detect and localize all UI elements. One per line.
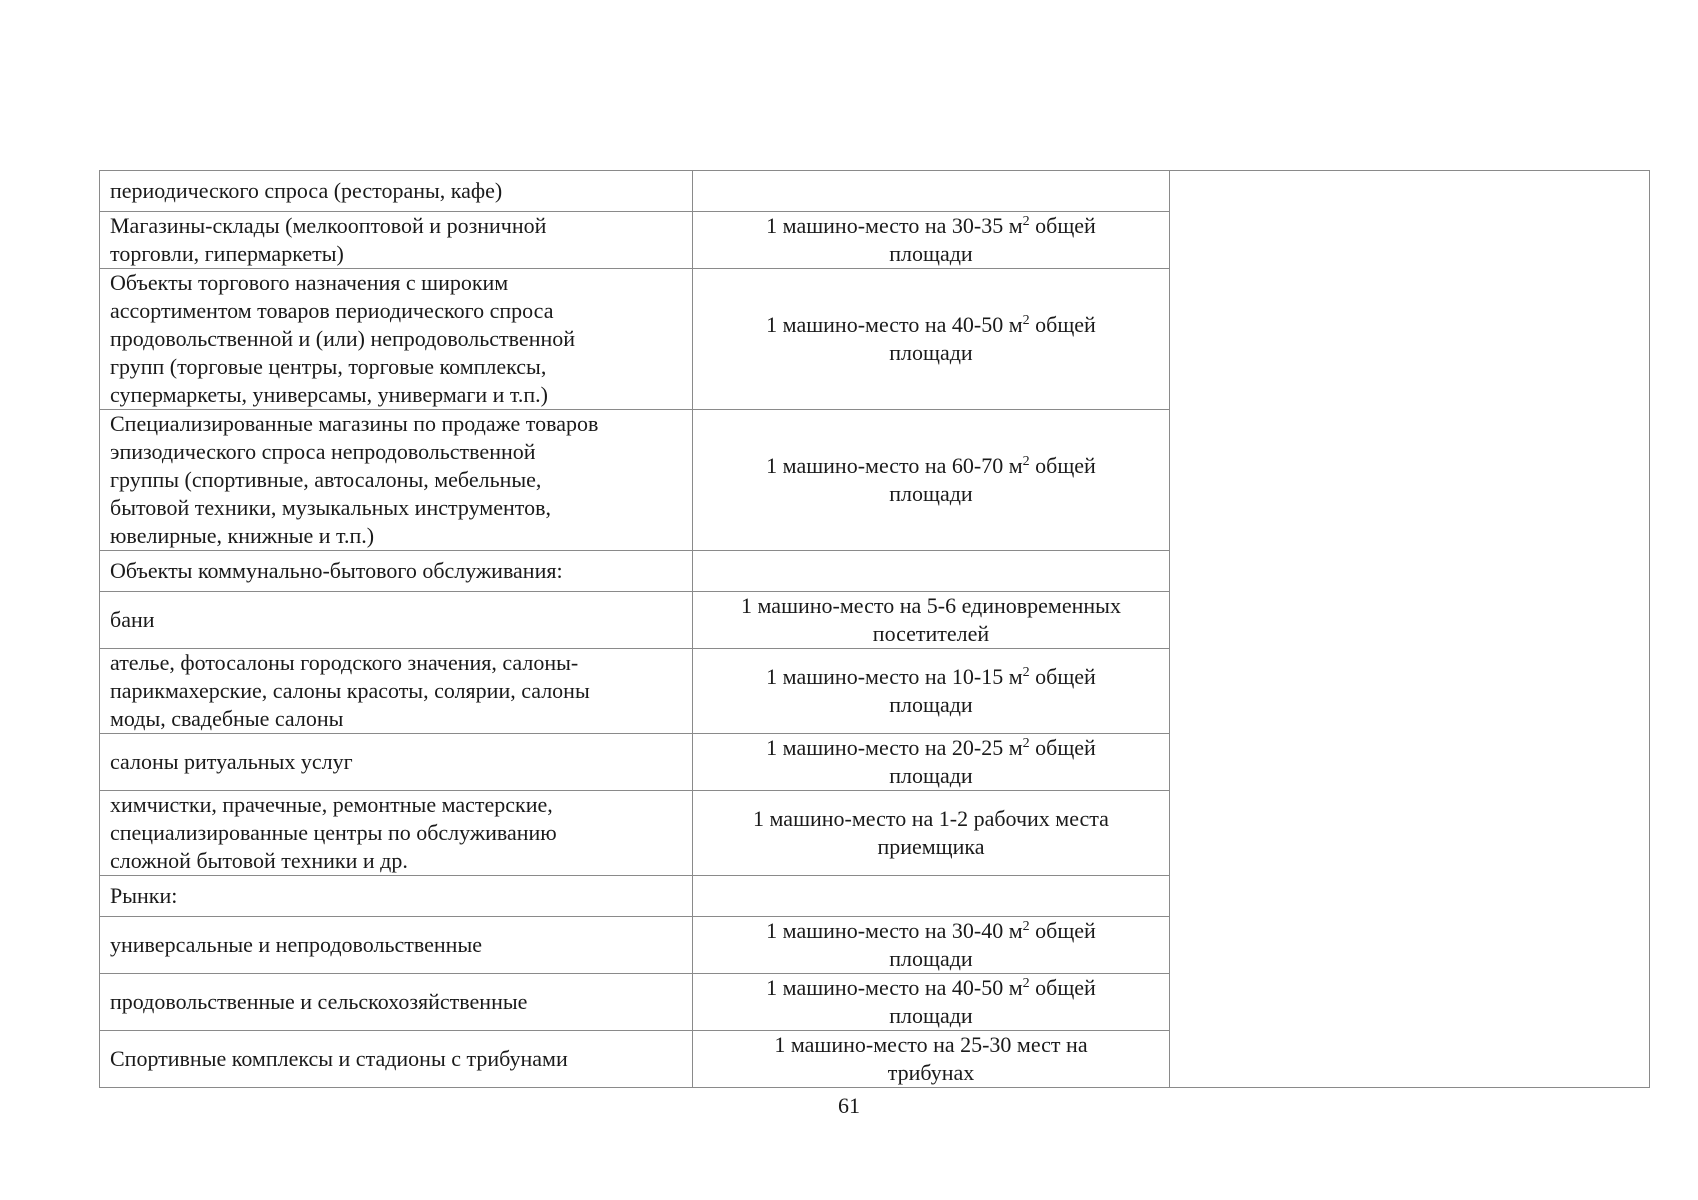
square-meter-superscript: 2 [1022,454,1030,469]
square-meter-superscript: 2 [1022,736,1030,751]
parking-norm-cell [693,551,1170,592]
object-type-text: Спортивные комплексы и стадионы с трибунами [110,1046,568,1071]
parking-norm-cell [693,649,1170,734]
parking-norm-cell [693,410,1170,551]
object-type-text: Объекты коммунально-бытового обслуживания: [110,558,563,583]
object-type-cell [100,917,693,974]
object-type-text: Рынки: [110,883,178,908]
norm-prefix: 1 машино-место на 10-15 м [766,664,1023,689]
object-type-cell [100,1031,693,1088]
square-meter-superscript: 2 [1022,665,1030,680]
norm-suffix: общей площади [889,975,1096,1028]
object-type-cell [100,171,693,212]
norm-prefix: 1 машино-место на 40-50 м [766,975,1023,1000]
parking-norm-cell [693,917,1170,974]
square-meter-superscript: 2 [1022,919,1030,934]
parking-norm-cell [693,734,1170,791]
object-type-cell [100,410,693,551]
notes-column-cell [1170,171,1650,1088]
norm-suffix: общей площади [889,664,1096,717]
norm-prefix: 1 машино-место на 30-40 м [766,918,1023,943]
norm-suffix: общей площади [889,918,1096,971]
object-type-text: продовольственные и сельскохозяйственные [110,989,528,1014]
object-type-text: химчистки, прачечные, ремонтные мастерские, специализированные центры по обслуживанию сложной бытовой техники и др. [110,792,557,873]
square-meter-superscript: 2 [1022,214,1030,229]
object-type-cell [100,269,693,410]
parking-norm-cell [693,269,1170,410]
object-type-cell [100,551,693,592]
object-type-text: Магазины-склады (мелкооптовой и розничной торговли, гипермаркеты) [110,213,547,266]
object-type-text: ателье, фотосалоны городского значения, салоны- парикмахерские, салоны красоты, солярии, салоны моды, свадебные салоны [110,650,590,731]
norm-prefix: 1 машино-место на 20-25 м [766,735,1023,760]
parking-norm-text [766,213,1096,266]
square-meter-superscript: 2 [1022,313,1030,328]
object-type-cell [100,734,693,791]
parking-norm-text [766,664,1096,717]
parking-norm-text [766,312,1096,365]
object-type-text: Специализированные магазины по продаже товаров эпизодического спроса непродовольственной группы (спортивные, автосалоны, мебельные, бытовой техники, музыкальных инструментов, ювелирные, книжные и т.п.) [110,411,599,548]
object-type-cell [100,791,693,876]
norm-prefix: 1 машино-место на 30-35 м [766,213,1023,238]
parking-norm-text: 1 машино-место на 1-2 рабочих места приемщика [753,806,1109,859]
object-type-text: Объекты торгового назначения с широким ассортиментом товаров периодического спроса продовольственной и (или) непродовольственной групп (торговые центры, торговые комплексы, супермаркеты, универсамы, универмаги и т.п.) [110,270,576,407]
norm-suffix: общей площади [889,312,1096,365]
norm-suffix: общей площади [889,735,1096,788]
object-type-text: универсальные и непродовольственные [110,932,482,957]
parking-norm-cell [693,974,1170,1031]
norm-suffix: общей площади [889,453,1096,506]
table-body [100,171,1650,1088]
parking-norm-text [766,918,1096,971]
object-type-text: бани [110,607,155,632]
parking-norm-text: 1 машино-место на 25-30 мест на трибунах [774,1032,1088,1085]
parking-norm-cell [693,171,1170,212]
norm-suffix: общей площади [889,213,1096,266]
object-type-cell [100,592,693,649]
parking-norm-cell [693,592,1170,649]
square-meter-superscript: 2 [1022,976,1030,991]
object-type-text: салоны ритуальных услуг [110,749,353,774]
object-type-cell [100,876,693,917]
parking-norm-text [766,453,1096,506]
parking-norm-text [766,975,1096,1028]
object-type-cell [100,649,693,734]
parking-norm-text [766,735,1096,788]
object-type-text: периодического спроса (рестораны, кафе) [110,178,503,203]
table-row [100,171,1650,212]
parking-norm-text: 1 машино-место на 5-6 единовременных посетителей [741,593,1121,646]
norm-prefix: 1 машино-место на 60-70 м [766,453,1023,478]
parking-norm-cell [693,1031,1170,1088]
parking-norms-table [99,170,1650,1088]
parking-norm-cell [693,212,1170,269]
norm-prefix: 1 машино-место на 40-50 м [766,312,1023,337]
object-type-cell [100,212,693,269]
parking-norm-cell [693,876,1170,917]
page-number: 61 [838,1093,860,1118]
parking-norm-cell [693,791,1170,876]
object-type-cell [100,974,693,1031]
